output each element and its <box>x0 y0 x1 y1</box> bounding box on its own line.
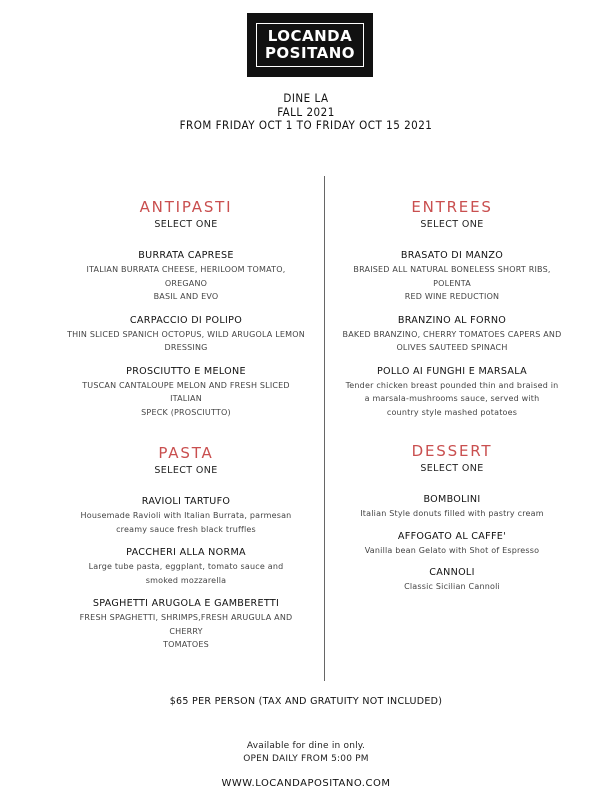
item-desc-line: SPECK (PROSCIUTTO) <box>141 407 231 417</box>
item-desc-line: TOMATOES <box>163 640 209 649</box>
hours-note: OPEN DAILY FROM 5:00 PM <box>243 754 369 764</box>
item-name: BOMBOLINI <box>423 494 481 505</box>
menu-item <box>340 567 564 594</box>
item-desc-line: country style mashed potatoes <box>386 407 518 417</box>
item-desc-line: Vanilla bean Gelato with Shot of Espresso <box>364 545 540 555</box>
section-title: ENTREES <box>411 198 493 216</box>
item-name: BURRATA CAPRESE <box>138 250 234 261</box>
menu-item <box>340 531 564 558</box>
item-description <box>66 509 306 536</box>
item-desc-line: Tender chicken breast pounded thin and braised in <box>345 380 559 390</box>
item-desc-line: Classic Sicilian Cannoli <box>404 582 500 591</box>
website-link[interactable]: WWW.LOCANDAPOSITANO.COM <box>221 778 391 789</box>
item-desc-line: THIN SLICED SPANICH OCTOPUS, WILD ARUGOLA LEMON <box>67 329 305 339</box>
menu-item <box>66 598 306 652</box>
item-name: CARPACCIO DI POLIPO <box>129 314 243 326</box>
item-name: PROSCIUTTO E MELONE <box>126 365 246 377</box>
item-description <box>340 328 564 355</box>
item-desc-line: TUSCAN CANTALOUPE MELON AND FRESH SLICED ITALIAN <box>82 380 290 403</box>
select-one-label: SELECT ONE <box>154 465 218 476</box>
item-desc-line: BAKED BRANZINO, CHERRY TOMATOES CAPERS AND <box>342 329 562 339</box>
item-name: SPAGHETTI ARUGOLA E GAMBERETTI <box>92 598 280 609</box>
price-line: $65 PER PERSON (TAX AND GRATUITY NOT INCLUDED) <box>169 696 443 707</box>
item-description <box>340 263 564 304</box>
header-line-2: FALL 2021 <box>277 104 335 119</box>
column-divider <box>324 176 325 681</box>
logo-frame <box>256 23 364 67</box>
item-description <box>66 263 306 304</box>
item-desc-line: RED WINE REDUCTION <box>404 292 500 301</box>
menu-item <box>340 366 564 420</box>
logo-line-2: POSITANO <box>264 44 356 62</box>
item-name: BRANZINO AL FORNO <box>397 314 507 326</box>
pasta-section <box>66 444 306 652</box>
item-desc-line: Housemade Ravioli with Italian Burrata, parmesan <box>80 511 292 520</box>
item-name: PACCHERI ALLA NORMA <box>126 547 246 558</box>
item-name: CANNOLI <box>429 567 475 578</box>
menu-item <box>66 250 306 304</box>
section-title: PASTA <box>158 444 214 462</box>
item-name: POLLO AI FUNGHI E MARSALA <box>376 365 528 377</box>
menu-header <box>0 92 612 133</box>
section-title: ANTIPASTI <box>139 198 233 216</box>
item-description <box>340 379 564 420</box>
item-description <box>340 544 564 558</box>
menu-item <box>66 496 306 536</box>
item-desc-line: BASIL AND EVO <box>153 292 219 301</box>
antipasti-section <box>66 198 306 419</box>
select-one-label: SELECT ONE <box>420 219 484 230</box>
header-line-3: FROM FRIDAY OCT 1 TO FRIDAY OCT 15 2021 <box>179 118 433 132</box>
item-desc-line: Italian Style donuts filled with pastry cream <box>360 509 544 518</box>
restaurant-logo <box>247 13 373 77</box>
item-desc-line: OLIVES SAUTEED SPINACH <box>396 343 508 352</box>
menu-item <box>66 366 306 420</box>
section-title: DESSERT <box>411 442 493 460</box>
menu-item <box>66 547 306 587</box>
dessert-section <box>340 442 564 594</box>
menu-item <box>340 315 564 355</box>
item-description <box>340 507 564 521</box>
item-desc-line: BRAISED ALL NATURAL BONELESS SHORT RIBS, POLENTA <box>353 265 551 288</box>
item-name: BRASATO DI MANZO <box>400 250 504 261</box>
select-one-label: SELECT ONE <box>420 463 484 474</box>
menu-item <box>66 315 306 355</box>
item-description <box>66 328 306 355</box>
item-description <box>66 560 306 587</box>
entrees-section <box>340 198 564 419</box>
availability-note <box>0 740 612 766</box>
item-name: AFFOGATO AL CAFFE' <box>397 530 507 542</box>
item-desc-line: DRESSING <box>164 343 208 352</box>
item-description <box>66 611 306 652</box>
select-one-label: SELECT ONE <box>154 219 218 230</box>
item-desc-line: smoked mozzarella <box>145 575 227 585</box>
logo-line-1: LOCANDA <box>267 27 353 45</box>
item-desc-line: a marsala-mushrooms sauce, served with <box>364 394 540 403</box>
item-desc-line: Large tube pasta, eggplant, tomato sauce and <box>88 562 284 571</box>
item-desc-line: creamy sauce fresh black truffles <box>116 524 256 534</box>
menu-item <box>340 250 564 304</box>
item-desc-line: ITALIAN BURRATA CHEESE, HERILOOM TOMATO, OREGANO <box>86 265 286 288</box>
header-line-1: DINE LA <box>283 91 329 105</box>
dine-in-note: Available for dine in only. <box>246 741 366 751</box>
menu-item <box>340 494 564 521</box>
item-name: RAVIOLI TARTUFO <box>141 496 231 507</box>
item-description <box>66 379 306 420</box>
item-desc-line: FRESH SPAGHETTI, SHRIMPS,FRESH ARUGULA AND CHERRY <box>79 613 293 636</box>
item-description <box>340 580 564 594</box>
